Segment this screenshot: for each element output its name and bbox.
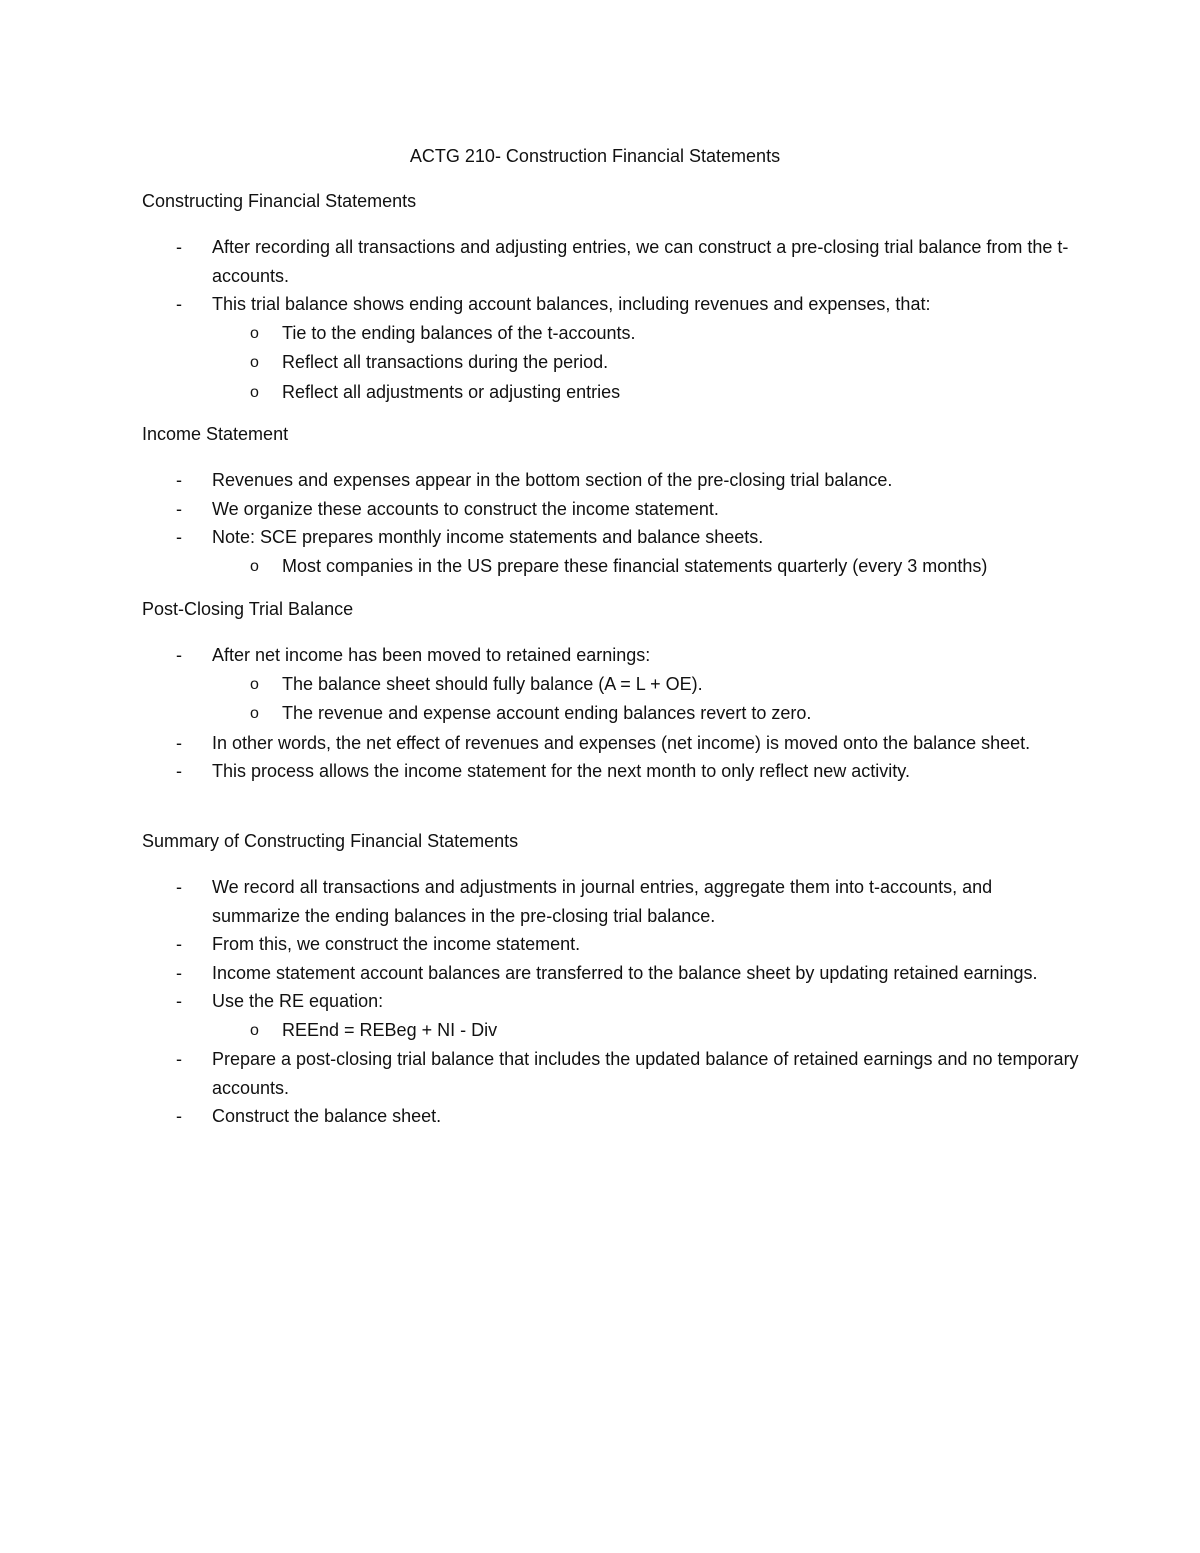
dash-marker: - xyxy=(176,934,182,954)
list-item-text: Construct the balance sheet. xyxy=(212,1106,442,1126)
dash-marker: - xyxy=(176,761,182,781)
circle-bullet-icon: o xyxy=(250,354,259,371)
bullet-list xyxy=(142,466,1082,581)
circle-bullet-icon: o xyxy=(250,383,259,401)
list-item-text: From this, we construct the income statement. xyxy=(212,934,581,954)
circle-bullet-icon: o xyxy=(250,557,259,575)
section-summary xyxy=(142,829,1082,1131)
list-item xyxy=(142,641,1082,729)
dash-marker: - xyxy=(176,237,182,257)
list-item xyxy=(142,233,1082,290)
dash-marker: - xyxy=(176,470,182,490)
sub-item-text: REEnd = REBeg + NI - Div xyxy=(282,1019,498,1040)
list-item xyxy=(142,959,1082,988)
list-item-text: We organize these accounts to construct the income statement. xyxy=(212,498,719,519)
list-item xyxy=(142,873,1082,930)
list-item-text: Income statement account balances are transferred to the balance sheet by updating retained earnings. xyxy=(212,962,1038,983)
sub-list xyxy=(212,552,1082,582)
circle-bullet-icon: o xyxy=(250,705,259,722)
bullet-list xyxy=(142,233,1082,407)
sub-item-text: Tie to the ending balances of the t-accounts. xyxy=(282,322,636,343)
section-constructing-financial-statements xyxy=(142,189,1082,407)
section-income-statement xyxy=(142,422,1082,581)
document-title: ACTG 210- Construction Financial Statements xyxy=(409,146,781,166)
dash-marker: - xyxy=(176,962,182,983)
list-item-text: Prepare a post-closing trial balance that includes the updated balance of retained earnings and no temporary accounts. xyxy=(212,1049,1079,1098)
sub-list-item xyxy=(212,378,1082,408)
dash-marker: - xyxy=(176,498,182,519)
dash-marker: - xyxy=(176,1106,182,1126)
list-item xyxy=(142,523,1082,581)
bullet-list xyxy=(142,641,1082,786)
sub-list xyxy=(212,1016,1082,1046)
list-item xyxy=(142,729,1082,758)
list-item xyxy=(142,930,1082,959)
list-item xyxy=(142,987,1082,1045)
list-item-text: Note: SCE prepares monthly income statements and balance sheets. xyxy=(212,527,764,547)
list-item xyxy=(142,1102,1082,1131)
sub-list xyxy=(212,319,1082,408)
section-post-closing-trial-balance xyxy=(142,597,1082,786)
dash-marker: - xyxy=(176,991,182,1011)
dash-marker: - xyxy=(176,294,182,314)
sub-list-item xyxy=(212,670,1082,700)
list-item-text: After recording all transactions and adjusting entries, we can construct a pre-closing trial balance from the t-accounts. xyxy=(212,237,1069,286)
list-item xyxy=(142,466,1082,495)
sub-list-item xyxy=(212,348,1082,378)
list-item-text: Revenues and expenses appear in the bottom section of the pre-closing trial balance. xyxy=(212,470,893,490)
list-item-text: This process allows the income statement for the next month to only reflect new activity. xyxy=(212,761,910,781)
sub-list-item xyxy=(212,552,1082,582)
list-item-text: This trial balance shows ending account balances, including revenues and expenses, that: xyxy=(212,294,931,314)
sub-item-text: Most companies in the US prepare these financial statements quarterly (every 3 months) xyxy=(282,555,988,576)
bullet-list xyxy=(142,873,1082,1131)
sub-list xyxy=(212,670,1082,729)
list-item xyxy=(142,290,1082,407)
section-heading: Summary of Constructing Financial Statements xyxy=(142,831,519,851)
list-item xyxy=(142,495,1082,524)
list-item xyxy=(142,1045,1082,1102)
sub-item-text: Reflect all adjustments or adjusting entries xyxy=(282,381,621,402)
section-heading: Income Statement xyxy=(142,424,289,444)
circle-bullet-icon: o xyxy=(250,324,259,342)
sub-list-item xyxy=(212,1016,1082,1046)
list-item-text: Use the RE equation: xyxy=(212,991,384,1011)
circle-bullet-icon: o xyxy=(250,675,259,693)
circle-bullet-icon: o xyxy=(250,1021,259,1039)
dash-marker: - xyxy=(176,527,182,547)
section-heading: Constructing Financial Statements xyxy=(142,191,417,211)
sub-list-item xyxy=(212,699,1082,729)
list-item-text: We record all transactions and adjustments in journal entries, aggregate them into t-accounts, and summarize the ending balances in the pre-closing trial balance. xyxy=(212,877,993,926)
list-item-text: After net income has been moved to retained earnings: xyxy=(212,645,651,665)
dash-marker: - xyxy=(176,732,182,753)
dash-marker: - xyxy=(176,877,182,897)
dash-marker: - xyxy=(176,1049,182,1069)
sub-item-text: Reflect all transactions during the period. xyxy=(282,352,609,372)
section-heading: Post-Closing Trial Balance xyxy=(142,599,354,619)
dash-marker: - xyxy=(176,645,182,665)
sub-item-text: The balance sheet should fully balance (A = L + OE). xyxy=(282,673,703,694)
sub-list-item xyxy=(212,319,1082,349)
list-item xyxy=(142,757,1082,786)
list-item-text: In other words, the net effect of revenues and expenses (net income) is moved onto the balance sheet. xyxy=(212,732,1031,753)
sub-item-text: The revenue and expense account ending balances revert to zero. xyxy=(282,703,812,723)
